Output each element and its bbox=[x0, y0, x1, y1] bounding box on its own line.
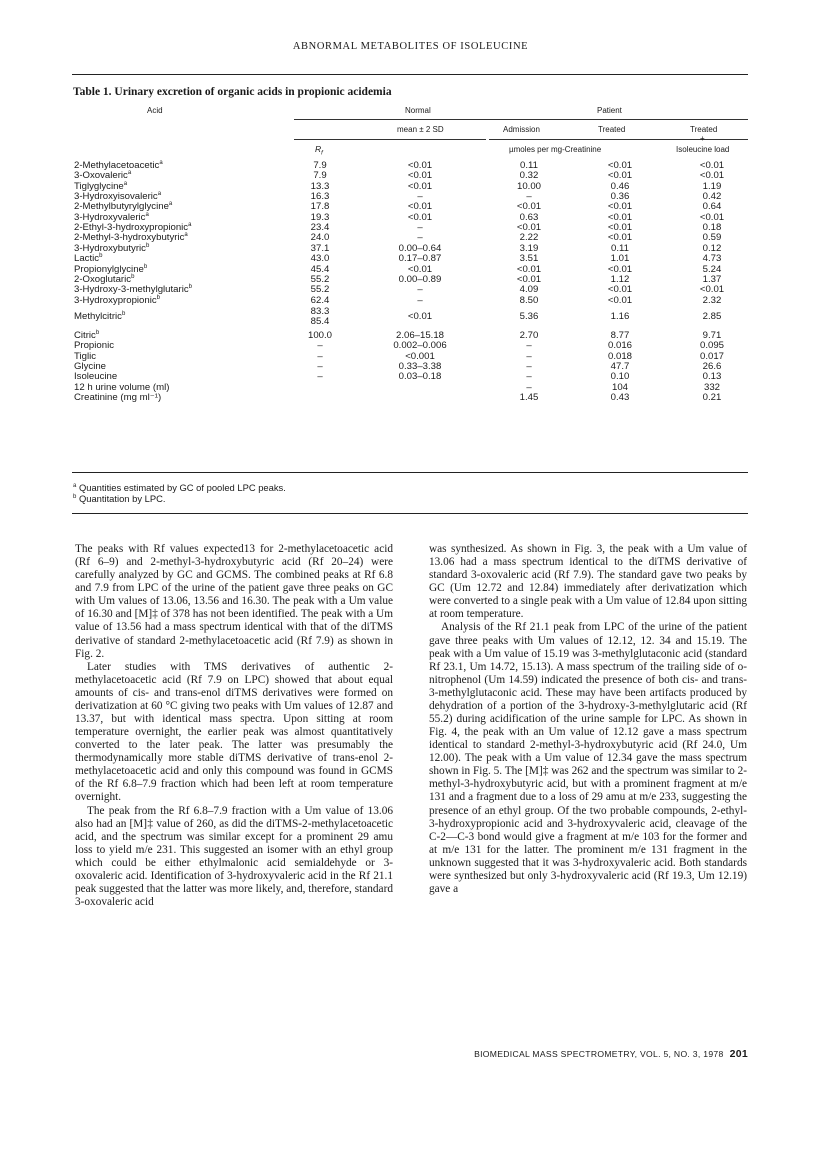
normal-value: <0.01 bbox=[407, 160, 433, 171]
treated-value: 8.77 bbox=[610, 329, 630, 341]
admission-value: 3.19 bbox=[519, 242, 539, 254]
header-mean-sd: mean ± 2 SD bbox=[397, 125, 444, 134]
treated-isoleucine-value: 26.6 bbox=[702, 360, 722, 372]
rf-value: 83.3 bbox=[310, 305, 330, 317]
treated-value: 1.16 bbox=[610, 310, 630, 322]
admission-value: 0.32 bbox=[519, 170, 539, 182]
admission-value: <0.01 bbox=[516, 263, 542, 275]
admission-value: <0.01 bbox=[516, 222, 542, 234]
treated-isoleucine-value: 9.71 bbox=[702, 329, 722, 341]
treated-isoleucine-value: <0.01 bbox=[699, 160, 725, 171]
admission-value: 0.63 bbox=[519, 211, 539, 223]
page-number: 201 bbox=[729, 1048, 748, 1060]
header-normal: Normal bbox=[405, 106, 431, 115]
rf-value: 23.4 bbox=[310, 222, 330, 234]
treated-isoleucine-value: 0.64 bbox=[702, 201, 722, 213]
admission-value: 8.50 bbox=[519, 294, 539, 306]
acid-name-cell bbox=[74, 296, 294, 306]
treated-isoleucine-value: 0.095 bbox=[699, 340, 724, 352]
header-admission: Admission bbox=[503, 125, 540, 134]
rf-value: – bbox=[317, 371, 323, 383]
normal-value: – bbox=[417, 284, 423, 296]
admission-value: 5.36 bbox=[519, 310, 539, 322]
treated-value: 0.11 bbox=[611, 242, 629, 254]
rf-value: 100.0 bbox=[307, 329, 332, 341]
paragraph: was synthesized. As shown in Fig. 3, the peak with a Um value of 13.06 had a mass spectrum identical to the diTMS derivative of standard 3-oxovaleric acid (Rf 7.9). The standard gave two peaks by GC (Um 12.72 and 12.84) immediately after derivatization which were converted to a single peak with a Um value of 12.84 upon sitting at room temperature. bbox=[429, 543, 747, 621]
rf-value: 19.3 bbox=[310, 211, 330, 223]
treated-value: <0.01 bbox=[607, 263, 633, 275]
table-row bbox=[72, 171, 748, 181]
treated-isoleucine-value: 0.13 bbox=[702, 371, 722, 383]
normal-value: <0.01 bbox=[407, 211, 433, 223]
rf-value: 45.4 bbox=[310, 263, 330, 275]
admission-value: 2.70 bbox=[519, 329, 539, 341]
footnote-b-text: Quantitation by LPC. bbox=[76, 493, 166, 504]
acid-name: 2-Methyl-3-hydroxybutyric bbox=[74, 232, 185, 244]
header-iso-load: Isoleucine load bbox=[676, 145, 730, 154]
header-rf-sub: f bbox=[321, 150, 323, 157]
footnote-marker: b bbox=[156, 294, 160, 301]
treated-value: 0.46 bbox=[610, 180, 630, 192]
header-patient: Patient bbox=[597, 106, 622, 115]
treated-value: 0.10 bbox=[610, 371, 630, 383]
admission-value: – bbox=[526, 350, 532, 362]
admission-value: 2.22 bbox=[519, 232, 539, 244]
normal-value: <0.01 bbox=[407, 180, 433, 192]
rf-value: 7.9 bbox=[313, 160, 327, 171]
paragraph: The peak from the Rf 6.8–7.9 fraction with a Um value of 13.06 also had an [M]‡ value of 260, as did the diTMS-2-methylacetoacetic acid, and the spectrum was similar except for a prominent 29 amu loss to yield m/e 231. This suggested an isomer with an ethyl group which could be either ethylmalonic acid semialdehyde or 3-oxovaleric acid. Identification of 3-hydroxyvaleric acid in the Rf 21.1 peak suggested that the latter was more likely, and, therefore, standard 3-oxovaleric acid bbox=[75, 804, 393, 909]
admission-value: – bbox=[526, 360, 532, 372]
rf-value: 7.9 bbox=[313, 170, 327, 182]
normal-value: – bbox=[417, 222, 423, 234]
acid-name: 2-Ethyl-3-hydroxypropionic bbox=[74, 222, 189, 234]
footnote-marker: b bbox=[145, 242, 150, 249]
acid-name: Propionic bbox=[74, 340, 114, 352]
admission-value: 10.00 bbox=[516, 180, 541, 192]
normal-value: 0.00–0.64 bbox=[398, 242, 442, 254]
rf-value: – bbox=[317, 360, 323, 372]
table-top-rule bbox=[72, 74, 748, 75]
treated-isoleucine-value: 0.18 bbox=[702, 222, 722, 234]
footnote-a bbox=[73, 482, 286, 493]
treated-isoleucine-value: 1.19 bbox=[702, 180, 722, 192]
normal-value: <0.01 bbox=[407, 170, 433, 182]
paragraph: Analysis of the Rf 21.1 peak from LPC of the urine of the patient gave three peaks with Um values of 12.12, 12. 34 and 15.19. The peak with a Um value of 15.19 was 3-methylglutaconic acid (standard Rf 23.1, Um 14.72, 15.13). A mass spectrum of the trailing side of o-nitrophenol (Um 14.59) indicated the presence of both cis- and trans-3-methylglutaconic acid. These may have been artifacts produced by dehydration of a portion of the 3-hydroxy-3-methylglutaric acid (Rf 55.2) during acidification of the urine sample for LPC. As shown in Fig. 4, the peak with an Um value of 12.12 gave a mass spectrum identical to standard 2-methyl-3-hydroxybutyric acid (Rf 24.0, Um 12.00). The peak with a Um value of 12.34 gave the mass spectrum shown in Fig. 5. The [M]‡ was 262 and the spectrum was similar to 2-methyl-3-hydroxybutyric acid, but with a prominent fragment at m/e 131 and a fragment due to a loss of 29 amu at m/e 233, suggesting the presence of an ethyl group. Of the two probable compounds, 2-ethyl-3-hydroxypropionic acid and 3-hydroxyvaleric acid, cleavage of the C-2—C-3 bond would give a fragment at m/e 103 for the former and at m/e 131 for the latter. The prominent m/e 131 fragment in the unknown suggested that it was 3-hydroxyvaleric acid. Both standards were synthesized but only 3-hydroxyvaleric acid (Rf 19.3, Um 12.19) gave a bbox=[429, 621, 747, 896]
admission-value: 1.45 bbox=[519, 392, 539, 403]
footnote-marker: a bbox=[127, 170, 132, 177]
normal-value: 0.33–3.38 bbox=[398, 360, 442, 372]
footnote-marker: b bbox=[99, 252, 103, 259]
table-row bbox=[72, 383, 748, 393]
treated-isoleucine-value: 5.24 bbox=[702, 263, 722, 275]
rf-value: – bbox=[317, 340, 323, 352]
normal-value: <0.01 bbox=[407, 310, 433, 322]
acid-name: Citric bbox=[74, 329, 96, 341]
admission-value: – bbox=[526, 381, 532, 393]
treated-isoleucine-value: 2.85 bbox=[702, 310, 722, 322]
normal-value: <0.01 bbox=[407, 201, 433, 213]
header-rf-letter: R bbox=[315, 144, 322, 154]
acid-name: Glycine bbox=[74, 360, 106, 372]
treated-value: <0.01 bbox=[607, 222, 633, 234]
table-row bbox=[72, 341, 748, 351]
body-right-column bbox=[429, 543, 747, 896]
admission-value: – bbox=[526, 340, 532, 352]
footnote-marker: a bbox=[188, 221, 192, 228]
treated-value: 0.36 bbox=[610, 191, 630, 203]
header-plus: + bbox=[700, 134, 705, 143]
footnote-marker: a bbox=[159, 159, 163, 166]
rf-value: 13.3 bbox=[310, 180, 330, 192]
treated-isoleucine-value: <0.01 bbox=[699, 170, 725, 182]
table-row bbox=[72, 254, 748, 264]
rf-value: 55.2 bbox=[310, 273, 330, 285]
acid-name-cell bbox=[74, 244, 294, 254]
footnote-a-mark: a bbox=[73, 482, 77, 489]
admission-value: 3.51 bbox=[519, 253, 539, 265]
footnote-marker: b bbox=[121, 310, 126, 317]
admission-value: 4.09 bbox=[519, 284, 539, 296]
table-row bbox=[72, 296, 748, 306]
rf-value: 24.0 bbox=[310, 232, 330, 244]
treated-isoleucine-value: 0.42 bbox=[702, 191, 722, 203]
normal-value: <0.001 bbox=[405, 350, 435, 362]
table-row bbox=[72, 285, 748, 295]
treated-isoleucine-value: 1.37 bbox=[702, 273, 722, 285]
treated-isoleucine-value: <0.01 bbox=[699, 211, 725, 223]
acid-name: Tiglyglycine bbox=[74, 180, 124, 192]
normal-value: 0.17–0.87 bbox=[398, 253, 442, 265]
body-left-column bbox=[75, 543, 393, 909]
header-units: µmoles per mg-Creatinine bbox=[509, 145, 602, 154]
treated-value: 47.7 bbox=[610, 360, 630, 372]
acid-name: 3-Hydroxypropionic bbox=[74, 294, 157, 306]
footnote-marker: b bbox=[188, 284, 192, 290]
header-treated-iso: Treated bbox=[690, 125, 718, 134]
rf-value: 37.1 bbox=[310, 242, 330, 254]
treated-value: <0.01 bbox=[607, 201, 633, 213]
table-row bbox=[72, 372, 748, 382]
treated-value: <0.01 bbox=[607, 232, 633, 244]
footnote-marker: a bbox=[168, 201, 173, 208]
normal-value: 0.002–0.006 bbox=[393, 340, 447, 352]
footnote-marker: b bbox=[131, 273, 135, 280]
treated-isoleucine-value: 2.32 bbox=[702, 294, 722, 306]
table-row bbox=[72, 182, 748, 192]
treated-value: <0.01 bbox=[607, 160, 633, 171]
admission-value: – bbox=[526, 191, 532, 203]
header-rule-normal bbox=[294, 139, 486, 140]
footnote-bottom-rule bbox=[72, 513, 748, 514]
treated-value: <0.01 bbox=[607, 211, 633, 223]
acid-name: Creatinine (mg ml⁻¹) bbox=[74, 392, 162, 403]
normal-value: – bbox=[417, 191, 423, 203]
normal-value: 0.00–0.89 bbox=[398, 273, 442, 285]
acid-name-cell bbox=[74, 341, 294, 351]
normal-value: 0.03–0.18 bbox=[398, 371, 442, 383]
footnote-marker: b bbox=[95, 329, 100, 336]
table-row-methylcitric bbox=[72, 307, 748, 328]
treated-value: 1.12 bbox=[610, 273, 630, 285]
admission-value: <0.01 bbox=[516, 273, 542, 285]
normal-value: – bbox=[417, 294, 423, 306]
running-head: ABNORMAL METABOLITES OF ISOLEUCINE bbox=[292, 41, 529, 52]
footnote-b-mark: b bbox=[73, 493, 77, 500]
normal-value: <0.01 bbox=[407, 263, 433, 275]
footnote-marker: b bbox=[143, 263, 148, 270]
table-bottom-rule bbox=[72, 472, 748, 473]
treated-value: 1.01 bbox=[610, 253, 630, 265]
header-rule bbox=[294, 119, 748, 120]
acid-name-cell bbox=[74, 312, 294, 322]
header-acid: Acid bbox=[147, 106, 163, 115]
rf-value: 62.4 bbox=[310, 294, 330, 306]
paragraph: Later studies with TMS derivatives of authentic 2-methylacetoacetic acid (Rf 7.9 on LPC) showed that about equal amounts of cis- and trans-enol diTMS derivatives were formed on derivatization at 60 °C giving two peaks with Um values of 12.87 and 13.37, but with identical mass spectra. Upon sitting at room temperature overnight, the earlier peak was almost quantitatively converted to the later peak. The latter was presumably the thermodynamically more stable diTMS derivative of trans-enol 2-methylacetoacetic acid and only this compound was found in GCMS of the Rf 6.8–7.9 fraction which had been left at room temperature overnight. bbox=[75, 660, 393, 804]
treated-value: <0.01 bbox=[607, 294, 633, 306]
page-footer bbox=[474, 1048, 748, 1060]
treated-isoleucine-value: 0.21 bbox=[702, 392, 722, 403]
acid-name-cell bbox=[74, 352, 294, 362]
treated-value: <0.01 bbox=[607, 170, 633, 182]
treated-value: 0.43 bbox=[610, 392, 630, 403]
treated-value: <0.01 bbox=[607, 284, 633, 296]
paragraph: The peaks with Rf values expected13 for 2-methylacetoacetic acid (Rf 6–9) and 2-methyl-3-hydroxybutyric acid (Rf 20–24) were carefully analyzed by GC and GCMS. The combined peaks at Rf 6.8 and 7.9 from LPC of the urine of the patient gave three peaks on GC with Um values of 13.06, 13.56 and 16.30. The peak with a Um value of 16.30 and [M]‡ of 378 has not been identified. The peak with a Um value of 13.56 had a mass spectrum identical with that of the diTMS derivative of standard 2-methylacetoacetic acid (Rf 7.9) as shown in Fig. 2. bbox=[75, 543, 393, 660]
rf-value: 16.3 bbox=[310, 191, 330, 203]
acid-name-cell bbox=[74, 393, 294, 403]
acid-name: Propionylglycine bbox=[74, 263, 144, 275]
acid-name: 3-Oxovaleric bbox=[74, 170, 128, 182]
footnote-a-text: Quantities estimated by GC of pooled LPC peaks. bbox=[76, 482, 286, 493]
treated-value: 0.018 bbox=[607, 350, 632, 362]
treated-value: 104 bbox=[611, 381, 628, 393]
acid-name: Isoleucine bbox=[74, 371, 118, 383]
admission-value: – bbox=[526, 371, 532, 383]
table-row bbox=[72, 393, 748, 403]
footnote-marker: a bbox=[123, 180, 128, 187]
treated-value: 0.016 bbox=[607, 340, 632, 352]
table-title: Table 1. Urinary excretion of organic acids in propionic acidemia bbox=[73, 86, 392, 98]
acid-name: 3-Hydroxybutyric bbox=[74, 242, 146, 254]
header-rf bbox=[315, 144, 323, 157]
acid-name: 3-Hydroxyvaleric bbox=[74, 211, 146, 223]
rf-value: 17.8 bbox=[310, 201, 330, 213]
footnote-marker: a bbox=[184, 232, 188, 239]
admission-value: 0.11 bbox=[520, 160, 538, 171]
journal-citation: BIOMEDICAL MASS SPECTROMETRY, VOL. 5, NO. 3, 1978 bbox=[474, 1049, 724, 1059]
table-footnotes bbox=[73, 482, 286, 504]
rf-value: 55.2 bbox=[310, 284, 330, 296]
rf-value: 43.0 bbox=[310, 253, 330, 265]
acid-name: Lactic bbox=[74, 253, 100, 265]
acid-name: 2-Oxoglutaric bbox=[74, 273, 132, 285]
treated-isoleucine-value: 4.73 bbox=[702, 253, 722, 265]
normal-value: 2.06–15.18 bbox=[395, 329, 444, 341]
rf-value: 85.4 bbox=[310, 316, 330, 328]
treated-isoleucine-value: 0.12 bbox=[702, 242, 722, 254]
header-treated: Treated bbox=[598, 125, 626, 134]
treated-isoleucine-value: <0.01 bbox=[699, 284, 725, 296]
header-rule-patient bbox=[489, 139, 748, 140]
acid-name: 2-Methylbutyrylglycine bbox=[74, 201, 169, 213]
treated-isoleucine-value: 0.017 bbox=[699, 350, 724, 362]
acid-name: Methylcitric bbox=[74, 310, 122, 322]
acid-name: Tiglic bbox=[74, 350, 97, 362]
footnote-marker: a bbox=[157, 190, 162, 197]
footnote-marker: a bbox=[145, 211, 149, 218]
admission-value: <0.01 bbox=[516, 201, 542, 213]
footnote-b bbox=[73, 493, 286, 504]
acid-name: 3-Hydroxyisovaleric bbox=[74, 191, 158, 203]
acid-name: 3-Hydroxy-3-methylglutaric bbox=[74, 284, 189, 296]
treated-isoleucine-value: 0.59 bbox=[702, 232, 722, 244]
rf-value: – bbox=[317, 350, 323, 362]
acid-name: 2-Methylacetoacetic bbox=[74, 160, 160, 171]
acid-name: 12 h urine volume (ml) bbox=[74, 381, 170, 393]
normal-value: – bbox=[417, 232, 423, 244]
treated-isoleucine-value: 332 bbox=[703, 381, 720, 393]
